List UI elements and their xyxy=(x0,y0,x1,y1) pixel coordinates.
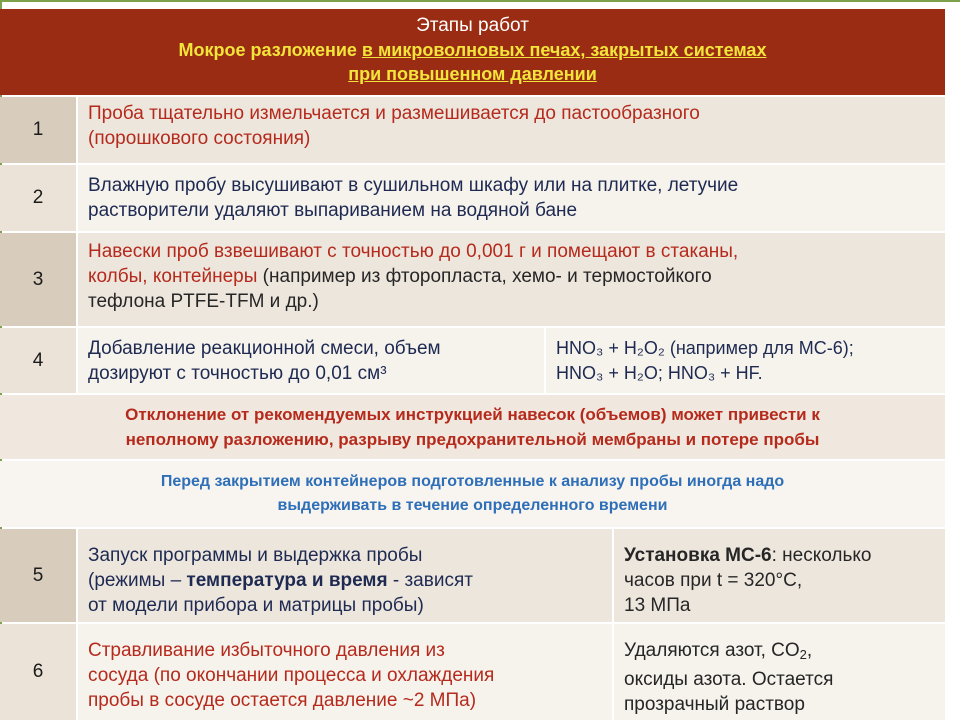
result-part: , xyxy=(806,640,813,661)
row-text-line: Влажную пробу высушивают в сушильном шкафу или на плитке, летучие xyxy=(88,175,739,196)
row-text-line xyxy=(88,568,612,593)
row-text-line: Проба тщательно измельчается и размешивается до пастообразного xyxy=(88,103,700,124)
note-line: Перед закрытием контейнеров подготовленные к анализу пробы иногда надо xyxy=(160,473,785,490)
reagents-line: HNO₃ + H₂O; HNO₃ + HF. xyxy=(556,363,763,383)
row-text-line: от модели прибора и матрицы пробы) xyxy=(88,595,424,616)
row-text-line: тефлона PTFE-TFM и др.) xyxy=(88,291,319,312)
subtitle-underlined-1: в микроволновых печах, закрытых системах xyxy=(361,40,767,60)
row-text-bold: температура и время xyxy=(186,570,388,591)
row-text-line: Запуск программы и выдержка пробы xyxy=(88,545,423,566)
table-row-6 xyxy=(0,624,945,720)
table-header xyxy=(0,9,945,95)
subscript: 2 xyxy=(799,647,807,662)
row-text xyxy=(78,233,945,326)
row-text-line: растворители удаляют выпариванием на водяной бане xyxy=(88,200,578,221)
row-text-line: сосуда (по окончании процесса и охлаждения xyxy=(88,665,495,686)
table-subtitle-line-1 xyxy=(0,40,945,61)
slide-accent-bar-top xyxy=(0,0,960,2)
conditions-cell xyxy=(614,529,945,622)
table-row-1 xyxy=(0,97,945,163)
row-text xyxy=(78,97,945,163)
conditions-line: часов при t = 320°C, xyxy=(624,570,803,591)
table-row-5 xyxy=(0,529,945,622)
row-text xyxy=(78,328,544,393)
row-number: 1 xyxy=(0,97,76,163)
note-line: выдерживать в течение определенного времени xyxy=(277,497,668,514)
row-number: 4 xyxy=(0,328,76,393)
subtitle-underlined-2: при повышенном давлении xyxy=(348,64,597,84)
result-part: Удаляются азот, CO xyxy=(624,640,800,661)
row-text-line: Стравливание избыточного давления из xyxy=(88,640,445,661)
row-text-part: - зависят xyxy=(387,570,473,591)
row-text-line xyxy=(88,264,945,289)
row-text-part: (режимы – xyxy=(88,570,187,591)
row-text xyxy=(78,165,945,231)
warning-row xyxy=(0,395,945,459)
table-title: Этапы работ xyxy=(416,15,529,36)
result-line: прозрачный раствор xyxy=(624,694,805,715)
row-number: 5 xyxy=(0,529,76,622)
row-number: 3 xyxy=(0,233,76,326)
row-text-line: пробы в сосуде остается давление ~2 МПа) xyxy=(88,690,477,711)
conditions-line: 13 МПа xyxy=(624,595,691,616)
result-cell xyxy=(614,624,945,720)
reagents-cell xyxy=(546,328,945,393)
row-text-dark: (например из фторопласта, хемо- и термостойкого xyxy=(257,266,712,287)
result-line xyxy=(624,638,945,667)
warning-line: неполному разложению, разрыву предохранительной мембраны и потере пробы xyxy=(125,430,820,449)
warning-line: Отклонение от рекомендуемых инструкцией навесок (объемов) может привести к xyxy=(125,405,820,424)
table-row-2 xyxy=(0,165,945,231)
table-row-4 xyxy=(0,328,945,393)
row-text-line: (порошкового состояния) xyxy=(88,128,311,149)
note-row xyxy=(0,461,945,527)
row-text-line: Добавление реакционной смеси, объем xyxy=(88,338,441,359)
conditions-part: : несколько xyxy=(771,545,872,566)
row-text-red: колбы, контейнеры xyxy=(88,266,258,287)
device-name: Установка МС-6 xyxy=(624,545,772,566)
row-number: 6 xyxy=(0,624,76,720)
row-number: 2 xyxy=(0,165,76,231)
row-text-line: Навески проб взвешивают с точностью до 0,001 г и помещают в стаканы, xyxy=(88,241,739,262)
table-row-3 xyxy=(0,233,945,326)
subtitle-prefix: Мокрое разложение xyxy=(178,40,362,60)
result-line: оксиды азота. Остается xyxy=(624,669,834,690)
table-subtitle-line-2 xyxy=(0,64,945,85)
row-text xyxy=(78,529,612,622)
reagents-line: HNO₃ + H₂O₂ (например для МС-6); xyxy=(556,338,854,358)
row-text xyxy=(78,624,612,720)
row-text-line: дозируют с точностью до 0,01 см³ xyxy=(88,363,387,384)
conditions-line xyxy=(624,543,945,568)
